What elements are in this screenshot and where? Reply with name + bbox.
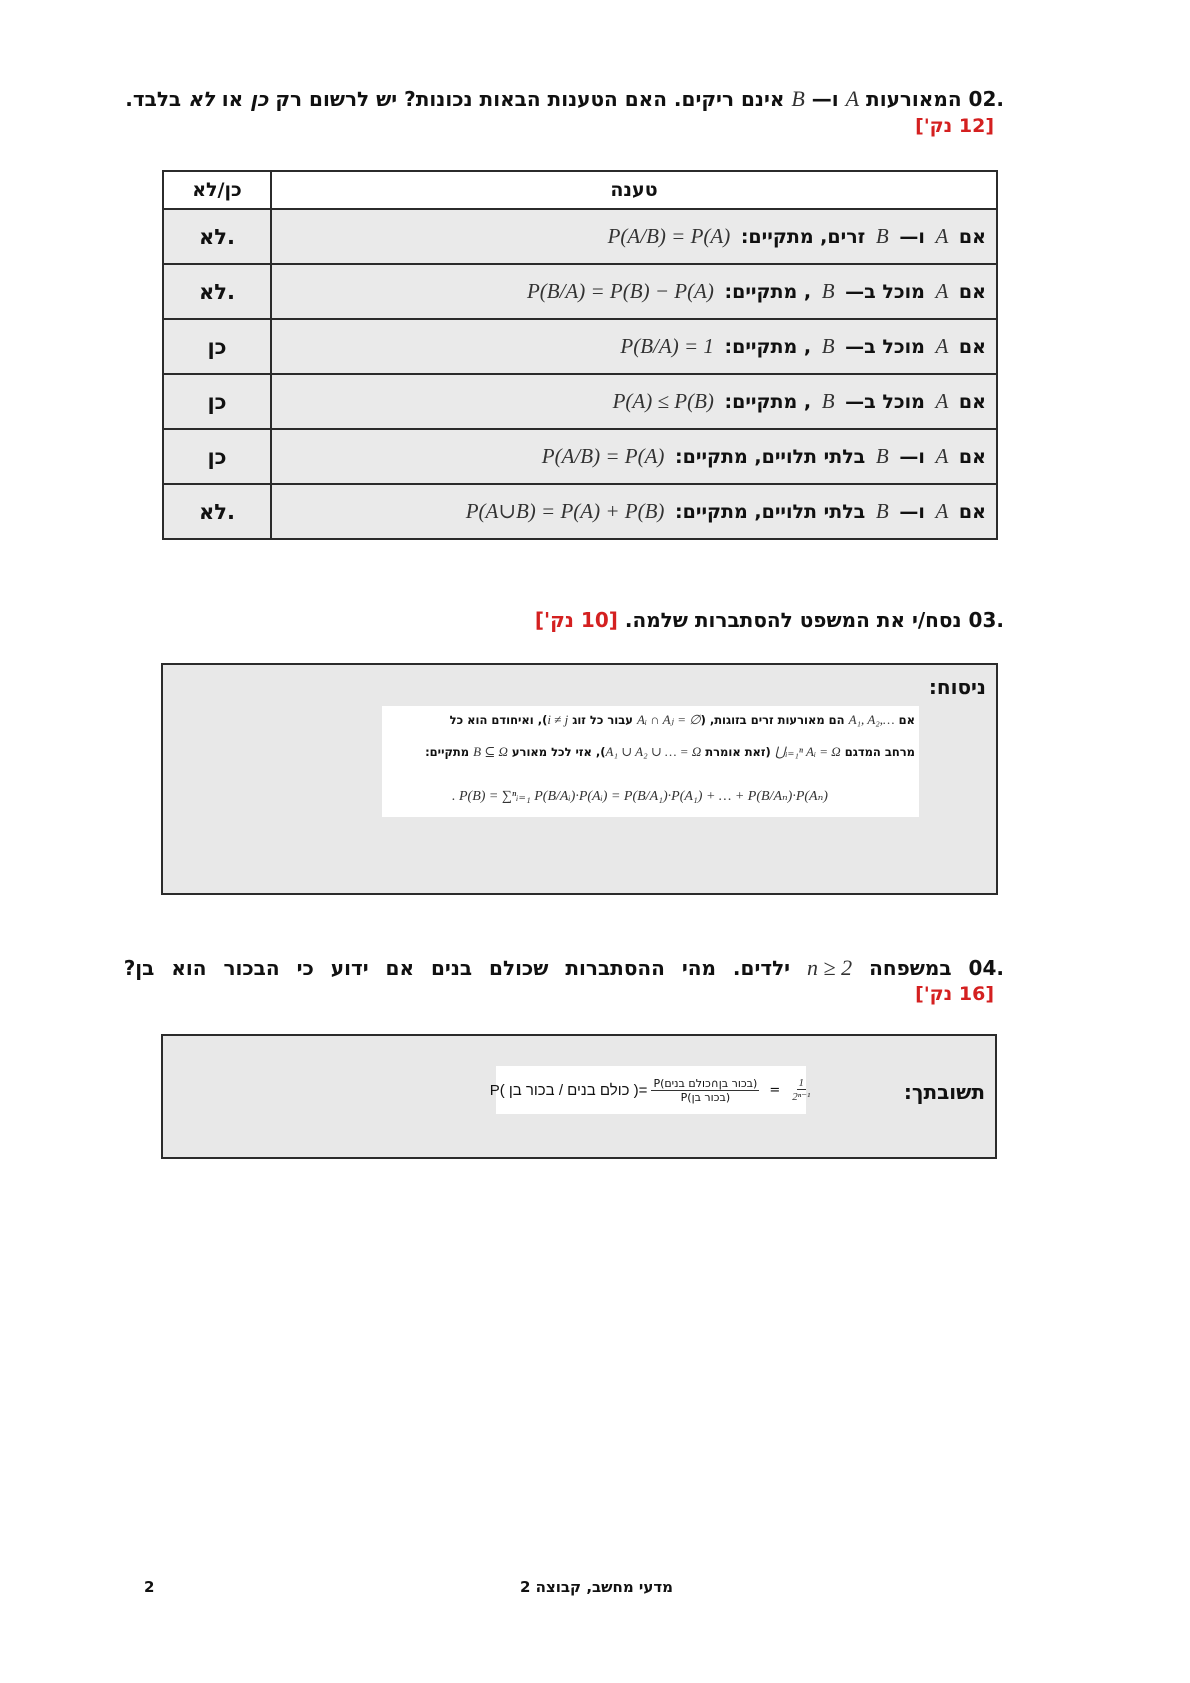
answer-cell: כן [163, 429, 271, 484]
answer-cell: לא. [163, 209, 271, 264]
course-name: מדעי מחשב, קבוצה 2 [520, 1578, 674, 1596]
claims-header-row [163, 171, 997, 209]
q04-text: במשפחה [869, 956, 952, 980]
q02-or: או [221, 87, 244, 111]
claim-cell: אם A מוכל ב— B , מתקיים: P(B/A) = P(B) − P(A) [271, 264, 997, 319]
formulation-line-1: אם A₁, A₂,… הם מאורעות זרים בזוגות, (Aᵢ ∩ Aⱼ = ∅ עבור כל זוג i ≠ j), ואיחודם הוא כל [449, 712, 915, 727]
page-number: 2 [144, 1578, 155, 1596]
q02-number: .02 [968, 87, 1004, 111]
table-row [163, 264, 997, 319]
table-row [163, 319, 997, 374]
claims-table [162, 170, 998, 540]
claim-formula: P(A/B) = P(A) [607, 224, 731, 248]
table-row [163, 209, 997, 264]
table-row [163, 484, 997, 539]
q03-points: [10 נק'] [534, 608, 618, 632]
q02-text-b: אינם ריקים. האם הטענות הבאות נכונות? יש לרשום רק [275, 87, 785, 111]
claim-formula: P(A/B) = P(A) [541, 444, 665, 468]
table-row [163, 374, 997, 429]
claim-formula: P(B/A) = 1 [620, 334, 714, 358]
q02-text: המאורעות [866, 87, 962, 111]
q04-text-b: ילדים. מהי ההסתברות שכולם בנים אם ידוע כי הבכור הוא בן? [123, 956, 791, 980]
q02-var-b: B [791, 86, 805, 111]
claim-cell: אם A מוכל ב— B , מתקיים: P(A) ≤ P(B) [271, 374, 997, 429]
answer-cell: כן [163, 374, 271, 429]
table-row [163, 429, 997, 484]
q03-number: .03 [968, 608, 1004, 632]
q03-box-label: ניסוח: [928, 675, 986, 699]
claim-formula: P(A) ≤ P(B) [612, 389, 714, 413]
answer-eq: = [769, 1082, 781, 1098]
answer-note [489, 1066, 811, 1114]
q04-points: [16 נק'] [915, 983, 994, 1005]
claim-cell: אם A ו— B בלתי תלויים, מתקיים: P(A∪B) = P(A) + P(B) [271, 484, 997, 539]
claim-cell: אם A מוכל ב— B , מתקיים: P(B/A) = 1 [271, 319, 997, 374]
answer-fraction: $\frac{\text{P(בכור בן∩כולם בנים)}}{\text{P(בכור בן)}}$ [653, 1076, 758, 1104]
header-claim: טענה [271, 171, 997, 209]
q04-number: .04 [968, 956, 1004, 980]
q04-answer-box[interactable] [161, 1034, 997, 1159]
q02-yes: כן [250, 87, 269, 111]
claim-cell: אם A ו— B בלתי תלויים, מתקיים: P(A/B) = P(A) [271, 429, 997, 484]
answer-cell: לא. [163, 484, 271, 539]
formulation-line-2: מרחב המדגם ⋃ᵢ₌₁ⁿ Aᵢ = Ω (זאת אומרת A₁ ∪ A₂ ∪ … = Ω), אזי לכל מאורע B ⊆ Ω מתקיים: [425, 744, 915, 759]
answer-cell: כן [163, 319, 271, 374]
q02-no: לא [188, 87, 215, 111]
formulation-note [382, 706, 919, 817]
q04-box-label: תשובתך: [903, 1080, 985, 1104]
q02-var-a: A [845, 86, 860, 111]
answer-result: $\frac{1}{\text{2ⁿ⁻¹}}$ [792, 1077, 811, 1103]
q03-text: נסח/י את המשפט להסתברות שלמה. [624, 608, 962, 632]
header-answer: כן/לא [163, 171, 271, 209]
claim-formula: P(B/A) = P(B) − P(A) [526, 279, 714, 303]
q04-math: n ≥ 2 [807, 955, 853, 980]
answer-lhs: P( כולם בנים / בכור בן )= [489, 1081, 648, 1099]
claim-cell: אם A ו— B זרים, מתקיים: P(A/B) = P(A) [271, 209, 997, 264]
q03-heading [535, 608, 1004, 632]
q02-and: ו [831, 87, 839, 111]
q02-only: בלבד. [125, 87, 182, 111]
formulation-line-3: . P(B) = ∑ⁿᵢ₌₁ P(B/Aᵢ)·P(Aᵢ) = P(B/A₁)·P(A₁) + … + P(B/Aₙ)·P(Aₙ) [452, 789, 828, 804]
answer-cell: לא. [163, 264, 271, 319]
q03-answer-box[interactable] [161, 663, 998, 895]
q04-heading [124, 955, 1004, 981]
q02-heading: .02 המאורעות A ו— B אינם ריקים. האם הטענות הבאות נכונות? יש לרשום רק כן או לא בלבד. [125, 86, 1004, 111]
claim-formula: P(A∪B) = P(A) + P(B) [465, 499, 665, 523]
q02-points: [12 נק'] [915, 115, 994, 137]
